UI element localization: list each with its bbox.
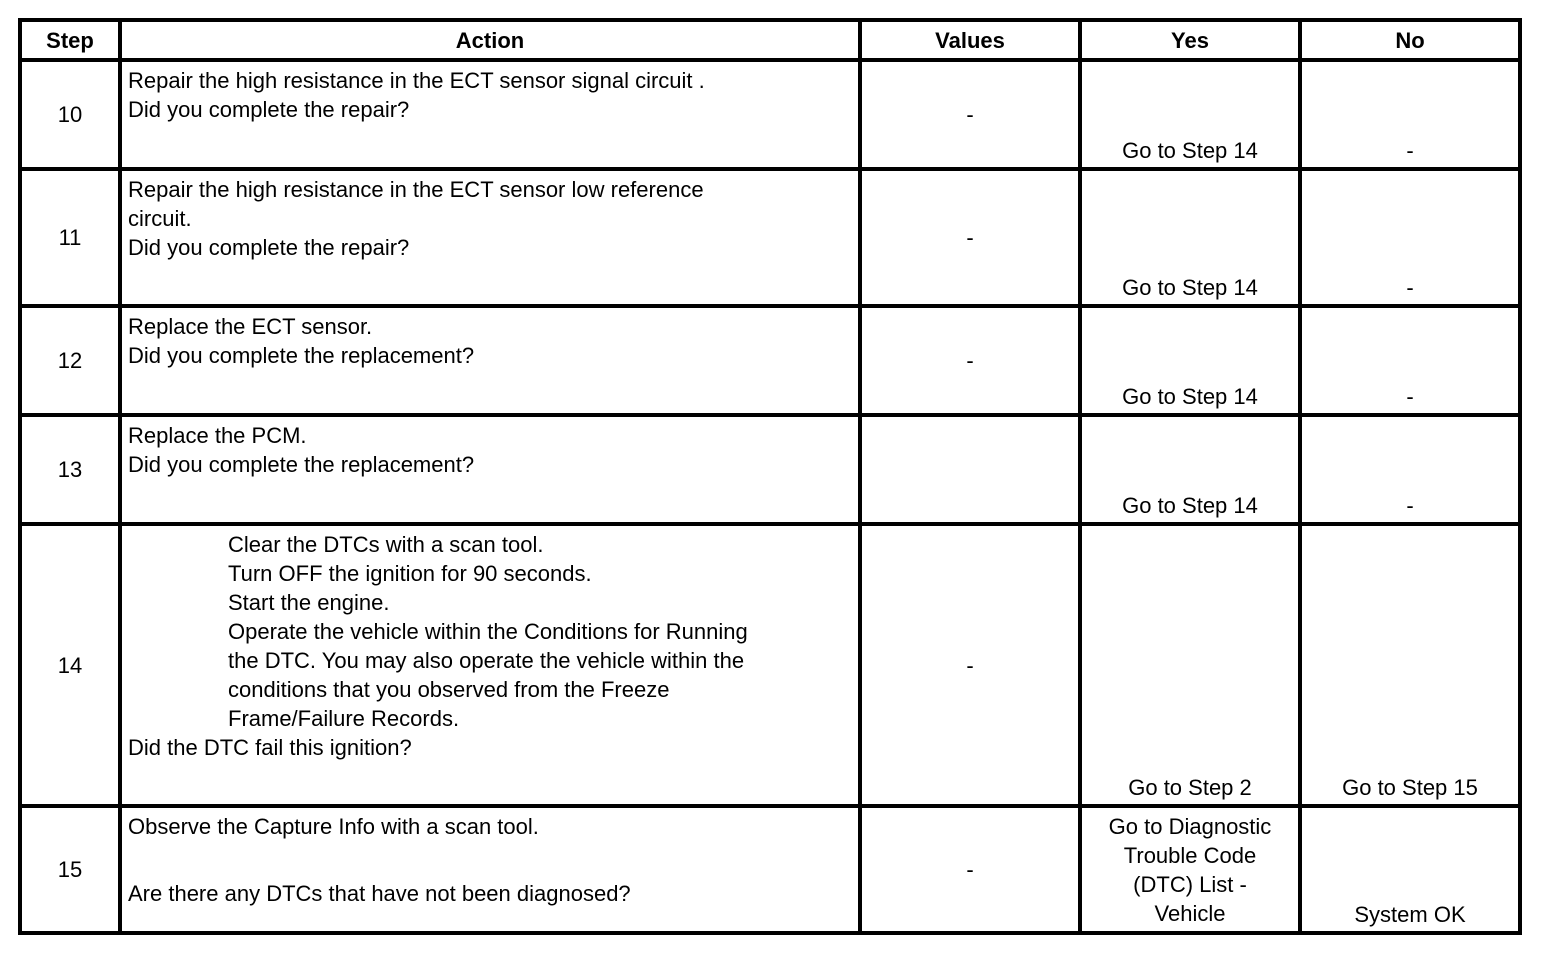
action-question: Are there any DTCs that have not been diagnosed? — [128, 881, 631, 906]
values-cell: - — [860, 306, 1080, 415]
table-row — [20, 306, 1520, 415]
action-question: Did you complete the repair? — [128, 97, 410, 122]
action-question: Did the DTC fail this ignition? — [128, 735, 412, 760]
values-cell: - — [860, 806, 1080, 933]
values-cell: - — [860, 169, 1080, 306]
action-cell — [120, 306, 860, 415]
no-cell: System OK — [1300, 806, 1520, 933]
procedure-line: Frame/Failure Records. — [228, 706, 460, 731]
header-yes: Yes — [1080, 20, 1300, 60]
procedure-line: Operate the vehicle within the Conditions for Running — [228, 619, 748, 644]
step-number: 10 — [20, 60, 120, 169]
yes-cell: Go to Step 2 — [1080, 524, 1300, 806]
table-row — [20, 524, 1520, 806]
yes-cell: Go to Step 14 — [1080, 60, 1300, 169]
table-row — [20, 169, 1520, 306]
step-number: 13 — [20, 415, 120, 524]
no-cell: - — [1300, 306, 1520, 415]
action-question: Did you complete the replacement? — [128, 452, 475, 477]
action-instruction: Observe the Capture Info with a scan tool. — [128, 814, 539, 839]
yes-line: Trouble Code — [1123, 843, 1257, 868]
yes-cell — [1080, 806, 1300, 933]
action-instruction: Replace the PCM. — [128, 423, 307, 448]
action-cell — [120, 806, 860, 933]
header-action: Action — [120, 20, 860, 60]
step-number: 11 — [20, 169, 120, 306]
action-instruction: Replace the ECT sensor. — [128, 314, 373, 339]
action-cell — [120, 169, 860, 306]
action-instruction: Repair the high resistance in the ECT sensor signal circuit . — [128, 68, 705, 93]
procedure-line: the DTC. You may also operate the vehicle within the — [228, 648, 745, 673]
step-number: 12 — [20, 306, 120, 415]
table-row — [20, 806, 1520, 933]
action-cell — [120, 60, 860, 169]
yes-line: (DTC) List - — [1133, 872, 1247, 897]
yes-cell: Go to Step 14 — [1080, 169, 1300, 306]
no-cell: - — [1300, 169, 1520, 306]
header-step: Step — [20, 20, 120, 60]
action-instruction: circuit. — [128, 206, 192, 231]
action-instruction: Repair the high resistance in the ECT sensor low reference — [128, 177, 704, 202]
yes-line: Vehicle — [1154, 901, 1226, 926]
action-cell — [120, 524, 860, 806]
values-cell: - — [860, 60, 1080, 169]
action-procedure-list — [128, 530, 852, 733]
no-cell: - — [1300, 60, 1520, 169]
action-cell — [120, 415, 860, 524]
procedure-line: Start the engine. — [228, 590, 390, 615]
no-cell: - — [1300, 415, 1520, 524]
table-row — [20, 60, 1520, 169]
step-number: 15 — [20, 806, 120, 933]
header-values: Values — [860, 20, 1080, 60]
procedure-line: Turn OFF the ignition for 90 seconds. — [228, 561, 592, 586]
values-cell — [860, 415, 1080, 524]
action-question: Did you complete the replacement? — [128, 343, 475, 368]
yes-cell: Go to Step 14 — [1080, 415, 1300, 524]
procedure-line: Clear the DTCs with a scan tool. — [228, 532, 544, 557]
no-cell: Go to Step 15 — [1300, 524, 1520, 806]
table-row — [20, 415, 1520, 524]
values-cell: - — [860, 524, 1080, 806]
action-question: Did you complete the repair? — [128, 235, 410, 260]
header-no: No — [1300, 20, 1520, 60]
yes-line: Go to Diagnostic — [1108, 814, 1272, 839]
header-row — [20, 20, 1520, 60]
yes-cell: Go to Step 14 — [1080, 306, 1300, 415]
step-number: 14 — [20, 524, 120, 806]
diagnostic-table — [18, 18, 1522, 935]
procedure-line: conditions that you observed from the Freeze — [228, 677, 670, 702]
